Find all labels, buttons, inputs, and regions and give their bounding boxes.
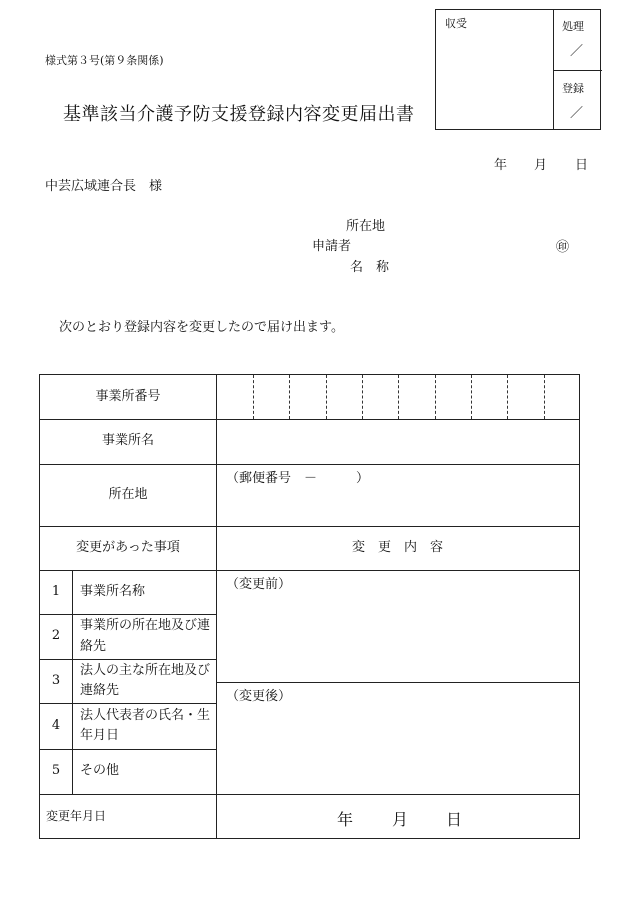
stamp-registered-slash: ／	[570, 106, 584, 121]
stamp-processed-label: 処理	[562, 20, 584, 33]
item-3-number: 3	[51, 672, 61, 688]
statement: 次のとおり登録内容を変更したので届け出ます。	[59, 320, 344, 335]
change-content-header: 変 更 内 容	[351, 539, 443, 555]
applicant-label: 申請者	[312, 239, 352, 254]
stamp-processed-slash: ／	[570, 44, 584, 59]
change-date-month: 月	[392, 810, 409, 829]
item-4-number: 4	[51, 717, 61, 733]
item-2-number: 2	[51, 628, 61, 644]
stamp-box	[435, 9, 601, 130]
date-day: 日	[575, 158, 589, 173]
item-3-label: 法人の主な所在地及び連絡先	[80, 662, 211, 698]
after-change-label: （変更後）	[226, 689, 292, 704]
stamp-received-label: 収受	[445, 17, 467, 30]
item-2-label: 事業所の所在地及び連絡先	[80, 618, 211, 654]
item-5-label: その他	[80, 763, 120, 779]
item-5-number: 5	[51, 763, 61, 779]
date-month: 月	[534, 158, 548, 173]
before-change-label: （変更前）	[226, 577, 292, 592]
applicant-name-label: 名 称	[350, 260, 390, 275]
page-title: 基準該当介護予防支援登録内容変更届出書	[63, 104, 415, 125]
location-label: 所在地	[108, 486, 148, 502]
office-name-label: 事業所名	[101, 433, 154, 449]
changed-items-header: 変更があった事項	[76, 539, 180, 555]
addressee: 中芸広域連合長 様	[45, 179, 163, 194]
form-number: 様式第３号(第９条関係)	[45, 54, 164, 67]
item-1-number: 1	[51, 583, 61, 599]
date-year: 年	[494, 158, 508, 173]
applicant-seal: ㊞	[556, 240, 570, 255]
change-form-table	[39, 374, 580, 839]
change-date-label: 変更年月日	[46, 808, 107, 823]
item-1-label: 事業所名称	[80, 583, 146, 599]
postal-code-field[interactable]: （郵便番号 － ）	[226, 471, 370, 486]
change-date-day: 日	[446, 810, 463, 829]
stamp-registered-label: 登録	[562, 82, 584, 95]
item-4-label: 法人代表者の氏名・生年月日	[80, 707, 211, 743]
change-date-year: 年	[337, 810, 354, 829]
applicant-location-label: 所在地	[346, 219, 386, 234]
office-number-label: 事業所番号	[95, 388, 161, 404]
